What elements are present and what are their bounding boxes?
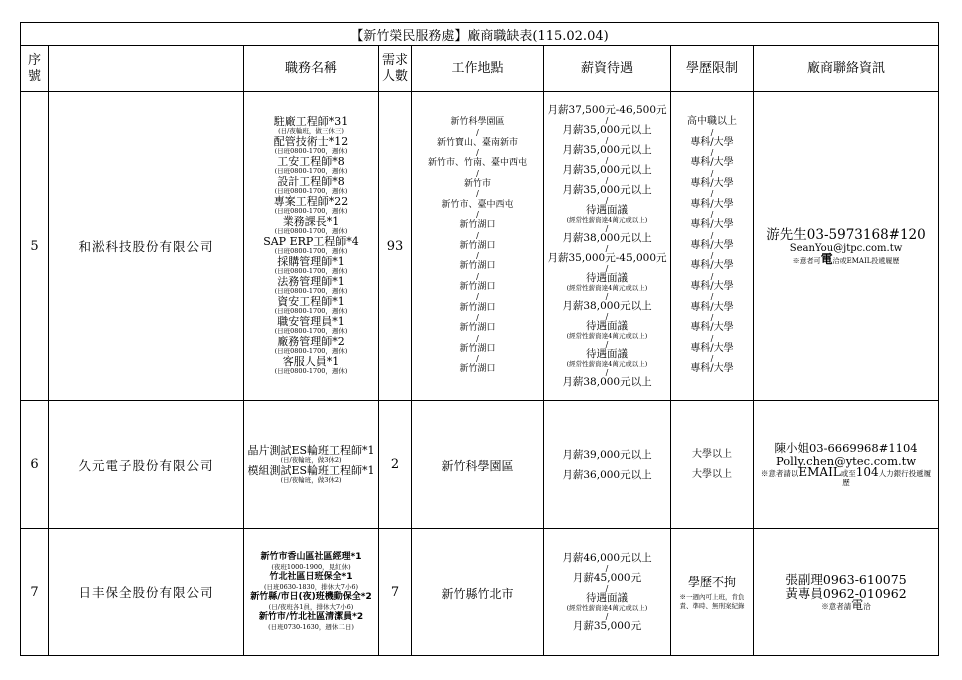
- job-shift-note: (日班0800-1700，週休): [274, 187, 348, 195]
- salary-text: 月薪38,000元以上: [562, 375, 652, 388]
- education-text: 大學以上: [692, 448, 732, 460]
- location-list: [412, 92, 544, 401]
- separator: /: [710, 251, 714, 261]
- contact-note-or: 或至: [840, 469, 856, 478]
- location-text: 新竹縣竹北市: [441, 586, 514, 601]
- contact-info: [754, 92, 939, 401]
- contact-note-suffix: 洽: [863, 602, 871, 611]
- salary-list: [544, 401, 671, 529]
- salary-note: (經常性薪資達4萬元或以上): [566, 331, 648, 340]
- contact-note: [754, 465, 938, 487]
- separator: /: [710, 127, 714, 137]
- separator: /: [605, 311, 609, 321]
- location-text: 新竹湖口: [459, 261, 496, 272]
- job-title: 模組測試ES輪班工程師*1: [247, 463, 375, 477]
- job-shift-note: (日班0800-1700，週休): [274, 327, 348, 335]
- education-text: 專科/大學: [690, 219, 734, 231]
- salary-text: 月薪37,500元-46,500元: [547, 103, 667, 116]
- contact-note-suffix: 人力銀行投遞履歷: [842, 469, 932, 487]
- job-title: 晶片測試ES輪班工程師*1: [247, 443, 375, 457]
- company-name: 日丰保全股份有限公司: [49, 529, 244, 656]
- salary-text: 月薪35,000元以上: [562, 123, 652, 136]
- job-title: 竹北社區日班保全*1: [269, 572, 353, 582]
- separator: /: [605, 263, 609, 273]
- location: [412, 529, 544, 656]
- separator: /: [605, 563, 609, 573]
- salary-text: 待遇面議: [586, 319, 628, 332]
- job-shift-note: (日班0800-1700，週休): [274, 227, 348, 235]
- contact-email: SeanYou@jtpc.com.tw: [789, 242, 903, 254]
- job-title: 專案工程師*22: [273, 195, 349, 208]
- job-shift-note: (日班0800-1700，週休): [274, 267, 348, 275]
- header-salary: 薪資待遇: [544, 46, 671, 92]
- separator: /: [605, 291, 609, 301]
- salary-text: 月薪36,000元以上: [562, 468, 652, 481]
- contact-note-104: 104: [855, 465, 879, 479]
- contact-note-bold: 電: [851, 598, 864, 612]
- contact-note: [754, 598, 938, 612]
- salary-note: (經常性薪資達4萬元或以上): [566, 359, 648, 368]
- separator: /: [476, 333, 479, 343]
- contact-person: 游先生03-5973168#120: [766, 226, 926, 243]
- location: [412, 401, 544, 529]
- job-title: 廠務管理師*2: [277, 335, 345, 348]
- separator: /: [605, 339, 609, 349]
- separator: /: [605, 175, 609, 185]
- contact-person-2: 黃專員0962-010962: [785, 586, 907, 601]
- contact-note: [754, 251, 938, 266]
- job-title: 設計工程師*8: [277, 175, 345, 188]
- salary-text: 月薪35,000元-45,000元: [547, 251, 667, 264]
- contact-note-suffix: 洽或EMAIL投遞履歷: [832, 256, 900, 265]
- job-list: [244, 92, 379, 401]
- separator: /: [710, 271, 714, 281]
- headcount: 2: [379, 401, 412, 529]
- header-count-label: 需求人數: [381, 52, 408, 84]
- separator: /: [476, 168, 479, 178]
- job-title: 駐廠工程師*31: [273, 115, 349, 128]
- separator: /: [605, 243, 609, 253]
- separator: /: [605, 135, 609, 145]
- salary-list: [544, 92, 671, 401]
- job-shift-note: (日班0800-1700，週休): [274, 347, 348, 355]
- separator: /: [605, 155, 609, 165]
- separator: /: [476, 292, 479, 302]
- education-text: 專科/大學: [690, 281, 734, 293]
- salary-text: 月薪39,000元以上: [562, 448, 652, 461]
- header-education: 學歷限制: [671, 46, 754, 92]
- job-list: [244, 529, 379, 656]
- location-text: 新竹湖口: [459, 302, 496, 313]
- contact-info: [754, 529, 939, 656]
- salary-note: (經常性薪資達4萬元或以上): [566, 215, 648, 224]
- education: [671, 529, 754, 656]
- job-title: 採購管理師*1: [277, 255, 345, 268]
- separator: /: [710, 230, 714, 240]
- job-title: SAP ERP工程師*4: [263, 235, 359, 248]
- salary-text: 月薪35,000元以上: [562, 163, 652, 176]
- job-title: 配管技術士*12: [273, 135, 349, 148]
- job-shift-note: (日班0800-1700，週休): [274, 207, 348, 215]
- separator: /: [710, 148, 714, 158]
- separator: /: [710, 168, 714, 178]
- separator: /: [605, 223, 609, 233]
- contact-note-prefix: ※意者請以: [760, 469, 799, 478]
- separator: /: [710, 333, 714, 343]
- location-text: 新竹市、竹南、臺中西屯: [427, 158, 527, 169]
- job-shift-note: (日/夜班各1員，排休大7小6): [268, 603, 354, 611]
- job-title: 新竹市香山區社區經理*1: [260, 552, 362, 562]
- location-text: 新竹市、臺中西屯: [441, 199, 514, 210]
- separator: /: [605, 611, 609, 621]
- separator: /: [476, 127, 479, 137]
- job-title: 工安工程師*8: [277, 155, 345, 168]
- separator: /: [605, 367, 609, 377]
- salary-note: (經常性薪資達4萬元或以上): [566, 283, 648, 292]
- education-text: 專科/大學: [690, 239, 734, 251]
- job-title: 資安工程師*1: [277, 295, 345, 308]
- education-text: 高中職以上: [687, 116, 737, 128]
- separator: /: [710, 292, 714, 302]
- row-seq: 7: [21, 529, 49, 656]
- job-shift-note: (日班0800-1700，週休): [274, 307, 348, 315]
- separator: /: [605, 583, 609, 593]
- education-text: 專科/大學: [690, 157, 734, 169]
- job-shift-note: (日班0800-1700，週休): [274, 167, 348, 175]
- header-count: [379, 46, 412, 92]
- location-text: 新竹市: [463, 179, 491, 190]
- location-text: 新竹科學園區: [450, 117, 505, 128]
- table-row: [21, 92, 939, 401]
- contact-note-email: EMAIL: [798, 465, 841, 479]
- salary-note: (經常性薪資達4萬元或以上): [566, 603, 648, 612]
- salary-text: 月薪46,000元以上: [562, 551, 652, 564]
- job-list: [244, 401, 379, 529]
- location-text: 新竹寶山、臺南新市: [436, 137, 518, 148]
- header-job: 職務名稱: [244, 46, 379, 92]
- separator: /: [476, 312, 479, 322]
- header-seq: [21, 46, 49, 92]
- job-shift-note: (日班0730-1630，週休二日): [268, 623, 354, 631]
- headcount: 7: [379, 529, 412, 656]
- location-text: 新竹科學園區: [441, 459, 514, 473]
- education-text: 專科/大學: [690, 322, 734, 334]
- job-shift-note: (日班0800-1700，週休): [274, 147, 348, 155]
- location-text: 新竹湖口: [459, 364, 496, 375]
- job-shift-note: (日班0800-1700，週休): [274, 287, 348, 295]
- salary-text: 待遇面議: [586, 271, 628, 284]
- separator: /: [710, 312, 714, 322]
- job-shift-note: (日班0800-1700，週休): [274, 247, 348, 255]
- salary-text: 待遇面議: [586, 591, 628, 604]
- header-row: [21, 46, 939, 92]
- salary-text: 月薪35,000元以上: [562, 143, 652, 156]
- separator: /: [605, 115, 609, 125]
- education-text: 專科/大學: [690, 301, 734, 313]
- job-title: 法務管理師*1: [277, 275, 345, 288]
- job-title: 客服人員*1: [282, 355, 340, 368]
- education-list: [671, 401, 754, 529]
- row-seq: 5: [21, 92, 49, 401]
- contact-info: [754, 401, 939, 529]
- job-title: 職安管理員*1: [277, 315, 345, 328]
- job-shift-note: (日/夜輪班，做3休2): [280, 475, 342, 484]
- job-shift-note: (日班0630-1830，排休大7小6): [263, 583, 359, 591]
- headcount: 93: [379, 92, 412, 401]
- salary-text: 月薪35,000元以上: [562, 183, 652, 196]
- contact-person: 張副理0963-610075: [785, 572, 907, 587]
- location-text: 新竹湖口: [459, 343, 496, 354]
- location-text: 新竹湖口: [459, 282, 496, 293]
- job-title: 新竹縣/市日(夜)班機動保全*2: [250, 592, 372, 602]
- header-company: [49, 46, 244, 92]
- salary-list: [544, 529, 671, 656]
- job-title: 新竹市/竹北社區清潔員*2: [258, 612, 364, 622]
- separator: /: [476, 354, 479, 364]
- separator: /: [605, 195, 609, 205]
- table-row: [21, 529, 939, 656]
- education-list: [671, 92, 754, 401]
- job-shift-note: (夜班1000-1900，見紅休): [271, 563, 351, 571]
- salary-text: 月薪38,000元以上: [562, 299, 652, 312]
- contact-note-prefix: ※意者可: [792, 256, 821, 265]
- separator: /: [710, 354, 714, 364]
- education-text: 專科/大學: [690, 178, 734, 190]
- separator: /: [476, 251, 479, 261]
- separator: /: [476, 271, 479, 281]
- salary-text: 待遇面議: [586, 347, 628, 360]
- location-text: 新竹湖口: [459, 240, 496, 251]
- job-vacancy-table: [20, 22, 939, 656]
- education-text: 專科/大學: [690, 136, 734, 148]
- education-text: 專科/大學: [690, 342, 734, 354]
- location-text: 新竹湖口: [459, 323, 496, 334]
- table-title: 【新竹榮民服務處】廠商職缺表(115.02.04): [21, 23, 939, 46]
- separator: /: [476, 189, 479, 199]
- company-name: 和淞科技股份有限公司: [49, 92, 244, 401]
- education-text: 專科/大學: [690, 260, 734, 272]
- separator: /: [476, 209, 479, 219]
- salary-text: 待遇面議: [586, 203, 628, 216]
- job-title: 業務課長*1: [282, 215, 340, 228]
- contact-note-prefix: ※意者請: [821, 602, 852, 611]
- contact-note-bold: 電: [820, 251, 833, 266]
- job-shift-note: (日班0800-1700，週休): [274, 367, 348, 375]
- job-shift-note: (日/夜輪班，做3休2): [280, 455, 342, 464]
- header-contact: 廠商聯絡資訊: [754, 46, 939, 92]
- job-shift-note: (日/夜輪班，做三休三): [278, 127, 344, 135]
- contact-email: Polly.chen@ytec.com.tw: [775, 454, 917, 468]
- header-seq-label: 序號: [27, 52, 41, 84]
- salary-text: 月薪45,000元: [572, 571, 642, 584]
- salary-text: 月薪38,000元以上: [562, 231, 652, 244]
- contact-person: 陳小姐03-6669968#1104: [774, 441, 918, 455]
- row-seq: 6: [21, 401, 49, 529]
- separator: /: [476, 230, 479, 240]
- education-note: ※一週內可上班，肯負責、準時、無刑案紀錄: [679, 593, 745, 610]
- salary-text: 月薪35,000元: [572, 619, 642, 632]
- table-row: [21, 401, 939, 529]
- header-location: 工作地點: [412, 46, 544, 92]
- education-text: 專科/大學: [690, 198, 734, 210]
- education-text: 大學以上: [692, 468, 732, 480]
- separator: /: [710, 209, 714, 219]
- separator: /: [710, 189, 714, 199]
- location-text: 新竹湖口: [459, 220, 496, 231]
- company-name: 久元電子股份有限公司: [49, 401, 244, 529]
- education-text: 學歷不拘: [687, 575, 736, 589]
- education-text: 專科/大學: [690, 363, 734, 375]
- separator: /: [476, 148, 479, 158]
